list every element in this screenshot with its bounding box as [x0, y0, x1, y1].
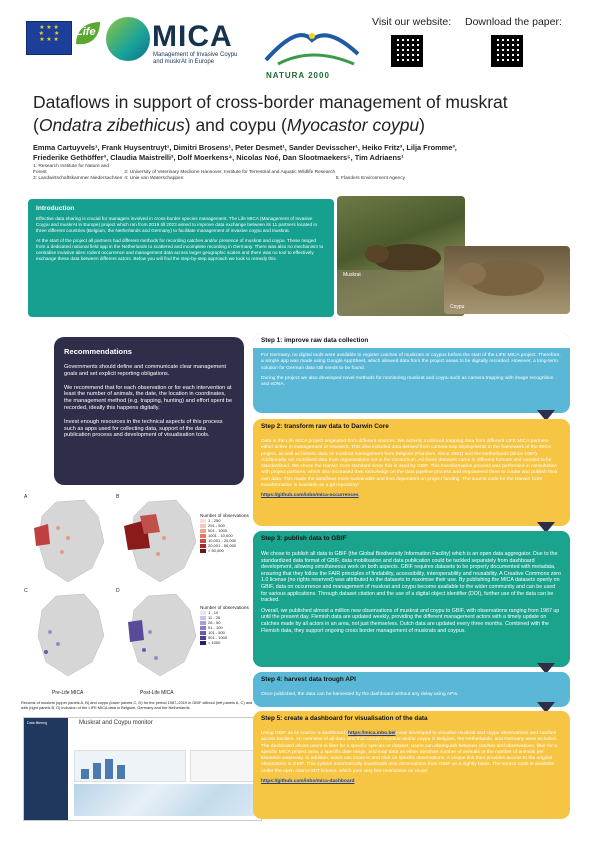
- coypu-photo-label: Coypu: [450, 304, 465, 310]
- step-1-header: [253, 333, 570, 348]
- legend-item: [200, 640, 250, 645]
- legend-label: 10,001 - 20,000: [208, 538, 237, 543]
- authors: [33, 143, 588, 163]
- mica-sub-line1: Management of Invasive Coypu: [153, 52, 238, 58]
- legend-label: 51 - 100: [208, 625, 223, 630]
- website-qr-code[interactable]: [391, 35, 423, 67]
- observation-maps: [22, 494, 212, 698]
- legend-swatch: [200, 519, 206, 523]
- affiliation-1: 1: Research Institute for Nature and Forest: [33, 164, 109, 175]
- affiliation-5: 5: Flanders Environment Agency: [335, 176, 406, 181]
- dashboard-bars: [75, 751, 185, 781]
- eu-stars-icon: ★ ★ ★ ★ ★ ★ ★ ★: [38, 25, 60, 43]
- download-paper-label: Download the paper:: [465, 16, 562, 28]
- legend-swatch: [200, 524, 206, 528]
- step-3-paragraph: Overall, we published almost a million new observations of muskrat and coypu to GBIF, with observations ranging from 1987 up until the present day. Flemish data are updated weekly, providing the different management actors with a timely update on catches made by all actors in an area, not just themselves. Dutch data are updated every three months. Combined with the Flemish data, they support ongoing cross border management of muskrats and coypus.: [261, 607, 560, 634]
- affiliations: [33, 164, 593, 182]
- dashboard-sidebar-title: Data filtering: [27, 721, 48, 725]
- step-4-box: [253, 672, 570, 707]
- natura2000-text: NATURA 2000: [266, 71, 330, 80]
- map-panel-label: B: [116, 494, 120, 500]
- step-4-header: [253, 672, 570, 687]
- step-2-box: [253, 419, 570, 526]
- legend-coypu: [200, 605, 250, 645]
- map-c-coypu-pre: [28, 592, 114, 678]
- introduction-paragraph: At the start of the project all partners had different methods for recording catches and/or presence of muskrat and coypu. These ranged from a dedicated national field app in the Netherlands to scattered and incomplete recording in Germany. There was also no mechanism to centralise invasive alien rodent occurrence and management data across larger geographic scales and there was no tool to effectively exchange these data between different actors. Below you will find the step-by-step approach we took to remedy this.: [36, 238, 324, 261]
- legend-label: 251 - 500: [208, 523, 225, 528]
- title-line1: Dataflows in support of cross-border management of muskrat: [33, 92, 508, 112]
- affiliation-4: 4: Unie van Waterschappen: [124, 176, 184, 181]
- coypu-photo: [444, 246, 570, 314]
- map-panel-label: D: [116, 588, 120, 594]
- step-1-heading: Step 1: improve raw data collection: [261, 337, 369, 344]
- legend-swatch: [200, 641, 206, 645]
- legend-swatch: [200, 611, 206, 615]
- legend-label: > 1000: [208, 640, 221, 645]
- title-species-muskrat: Ondatra zibethicus: [38, 115, 185, 135]
- dashboard-map: [74, 784, 258, 816]
- legend-title: Number of observations: [200, 605, 249, 610]
- maps-caption: Records of muskrat (upper panels A, B) and coypu (lower panels C, D) for the period 1987–2019 in GBIF without (left panels A, C) and with (right panels B, D) inclusion of the LIFE MICA data in Belgium, Germany and the Netherlands.: [21, 700, 253, 710]
- legend-swatch: [200, 631, 206, 635]
- legend-label: 1 - 250: [208, 518, 221, 523]
- step-3-heading: Step 3: publish data to GBIF: [261, 535, 347, 542]
- paper-qr-code[interactable]: [491, 35, 523, 67]
- life-logo: [74, 20, 102, 48]
- dashboard-table: [190, 750, 260, 782]
- affiliation-3: 3: Landwirtschaftskammer Niedersachsen: [33, 176, 123, 181]
- step-5-paragraph: [261, 731, 562, 775]
- legend-label: 1001 - 10,000: [208, 533, 233, 538]
- introduction-heading: Introduction: [36, 205, 75, 212]
- recommendations-paragraph: We recommend that for each observation or for each intervention at least the number of animals, the date, the location in coordinates, the management method (e.g. trapping, hunting) and effort spent be recorded, ideally this happens digitally.: [64, 384, 233, 411]
- introduction-box: [28, 199, 334, 317]
- eu-flag-logo: [26, 21, 72, 55]
- title-part: ): [419, 115, 425, 135]
- legend-swatch: [200, 529, 206, 533]
- mica-logo-subtitle: [153, 52, 237, 66]
- recommendations-box: [54, 337, 244, 485]
- legend-swatch: [200, 549, 206, 553]
- step-3-box: [253, 531, 570, 667]
- legend-swatch: [200, 539, 206, 543]
- pre-life-mica-label: Pre-Life MICA: [52, 690, 84, 696]
- step-1-paragraph: During the project we also developed novel methods for monitoring muskrat and coypu such as camera trapping with image recognition and eDNA.: [261, 375, 554, 388]
- authors-line1: Emma Cartuyvels¹, Frank Huysentruyt¹, Dimitri Brosens¹, Peter Desmet¹, Sander Devisscher¹, Heiko Fritz³, Lilja Fromme³,: [33, 143, 457, 152]
- legend-label: > 50,000: [208, 548, 224, 553]
- title-part: ) and coypu (: [184, 115, 287, 135]
- map-panel-label: C: [24, 588, 28, 594]
- legend-label: 26 - 50: [208, 620, 221, 625]
- dashboard-title: Muskrat and Coypu monitor: [79, 720, 153, 726]
- step-4-paragraph: Once published, the data can be harvested by the dashboard without any delay using APIs.: [261, 692, 459, 697]
- step-1-paragraph: For Germany, no digital tools were available to register catches of muskrats or coypus before the start of the LIFE MICA project. Therefore, a simple app was made using Google AppSheet, which allowed data from the project areas to be digitally recorded. However, a long-term solution for German data still needs to be found.: [261, 353, 561, 371]
- step-5-text: Using GBIF as its source, a dashboard (: [261, 731, 348, 736]
- step-5-header: [253, 711, 570, 726]
- legend-label: 501 - 1000: [208, 528, 228, 533]
- legend-label: 101 - 500: [208, 630, 225, 635]
- map-a-muskrat-pre: [28, 498, 114, 584]
- step-3-paragraph: We chose to publish all data to GBIF (the Global Biodiversity Information Facility) which is an open data aggregator. Due to the standardized data format of GBIF, data mobilisation and data publication could be tackled separately from dashboard development, allowing simultaneous work on both aspects. GBIF requires datasets to be properly documented with metadata, ensuring that they follow the FAIR principles of findability, accessibility, interoperability and reusability. A Creative Commons zero 1.0 license (no rights reserved) was attributed to the datasets to maximise their use. By publishing the MICA datasets openly on GBIF, data on occurrence and management of muskrat and coypu become available to the wider community and can be used for various applications. Through dataset citation and the use of a digital object identifier (DOI), further use of the data can be tracked.: [261, 551, 562, 604]
- post-life-mica-label: Post-Life MICA: [140, 690, 174, 696]
- natura2000-bird-icon: [258, 20, 366, 72]
- natura2000-logo: [258, 20, 366, 80]
- poster-title: [33, 91, 573, 137]
- muskrat-photo-label: Muskrat: [343, 272, 361, 278]
- dashboard-repo-link[interactable]: https://github.com/inbo/mica-dashboard: [261, 779, 355, 785]
- title-part: (: [33, 115, 39, 135]
- affiliation-2: 2: University of Veterinary Medicine Hannover, Institute for Terrestrial and Aquatic Wildlife Research: [124, 170, 336, 175]
- legend-label: 20,001 - 50,000: [208, 543, 237, 548]
- legend-item: [200, 548, 250, 553]
- legend-label: 11 - 25: [208, 615, 221, 620]
- legend-label: 1 - 10: [208, 610, 219, 615]
- dashboard-chart: [74, 750, 186, 782]
- legend-title: Number of observations: [200, 513, 249, 518]
- mica-globe-icon: [106, 17, 150, 61]
- map-panel-label: A: [24, 494, 28, 500]
- legend-swatch: [200, 636, 206, 640]
- legend-swatch: [200, 621, 206, 625]
- step-3-header: [253, 531, 570, 546]
- step-5-heading: Step 5: create a dashboard for visualisation of the data: [261, 715, 428, 722]
- legend-label: 501 - 1000: [208, 635, 228, 640]
- legend-swatch: [200, 534, 206, 538]
- authors-line2: Friederike Gethöffer³, Claudia Maistrelli³, Dolf Moerkens⁴, Nicolas Noé, Dan Slootmaekers⁵, Tim Adriaens¹: [33, 153, 404, 162]
- map-b-muskrat-post: [120, 498, 206, 584]
- dashboard-link[interactable]: https://mica.inbo.be/: [347, 731, 396, 736]
- life-logo-text: Life: [76, 26, 96, 38]
- step-5-text: ) was developed to visualise muskrat and coypu observations and catches across borders. An overview of all data sets that contain muskrat and/or coypu in Belgium, the Netherlands, and Germany were included. The dashboard allows users to filter for a specific species or dataset. Users can distinguish between catches and observations, filter for a specific MICA project area, a specific date range, and map data as either absolute number of animals or the number of animals per kilometre waterway. In addition, users can zoom in and click on specific observations. A unique link then provides access to the original observation in GBIF. This system automatically downloads new observations from GBIF on a nightly basis. The source code is available under the open source MIT licence, which puts very few restrictions on reuse:: [261, 731, 558, 774]
- legend-swatch: [200, 544, 206, 548]
- step-1-box: [253, 333, 570, 413]
- step-2-heading: Step 2: transform raw data to Darwin Core: [261, 423, 389, 430]
- dashboard-sidebar: [24, 718, 68, 820]
- mica-sub-line2: and muskrAt in Europe: [153, 59, 215, 65]
- legend-swatch: [200, 616, 206, 620]
- dashboard-screenshot: [23, 717, 262, 821]
- legend-swatch: [200, 626, 206, 630]
- darwin-core-repo-link[interactable]: https://github.com/inbo/mica-occurrences: [261, 493, 359, 499]
- mica-logo-text: MICA: [152, 20, 233, 53]
- step-2-header: [253, 419, 570, 434]
- visit-website-label: Visit our website:: [372, 16, 452, 28]
- map-d-coypu-post: [120, 592, 206, 678]
- title-line2: [33, 114, 573, 137]
- step-2-paragraph: Data in the Life MICA project originated from different sources. We actively mobilised trapping data from different LIFE MICA partners either active in management or research. This also included data derived from camera-trap deployments in the framework of the MICA project, as well as historic data on muskrat management from Belgium (Flanders, since 1991) and the Netherlands (since 1987). Additionally, we mobilised data from organisations not in the consortium. All these datasets came in different formats and needed to be standardised. We chose the Darwin Core standard since this is used by GBIF. This transformation process was performed in consultation with project partners, which also increased their knowledge on the data pipeline process and empowered them to curate and publish their own data. This made the dataflows more sustainable and less dependent on project funding. The source code for the Darwin Core transformation is available as a git repository:: [261, 439, 558, 489]
- legend-muskrat: [200, 513, 250, 553]
- introduction-paragraph: Effective data sharing is crucial for managers involved in cross-border species management. The Life MICA (Management of Invasive Coypu and muskrAt in Europe) project which ran from 2019 till 2023 aimed to improve data exchange between its 11 partners located in three different countries (Belgium, the Netherlands and Germany) to facilitate management of invasive coypu and muskrat.: [36, 216, 318, 233]
- recommendations-paragraph: Invest enough resources in the technical aspects of this process such as apps used for collecting data, support of the data publication process and development of visualisation tools.: [64, 418, 223, 439]
- step-5-box: [253, 711, 570, 819]
- recommendations-paragraph: Governments should define and communicate clear management goals and set explicit reporting obligations.: [64, 364, 226, 377]
- recommendations-heading: Recommendations: [64, 347, 132, 356]
- title-species-coypu: Myocastor coypu: [286, 115, 420, 135]
- step-4-heading: Step 4: harvest data trough API: [261, 676, 356, 683]
